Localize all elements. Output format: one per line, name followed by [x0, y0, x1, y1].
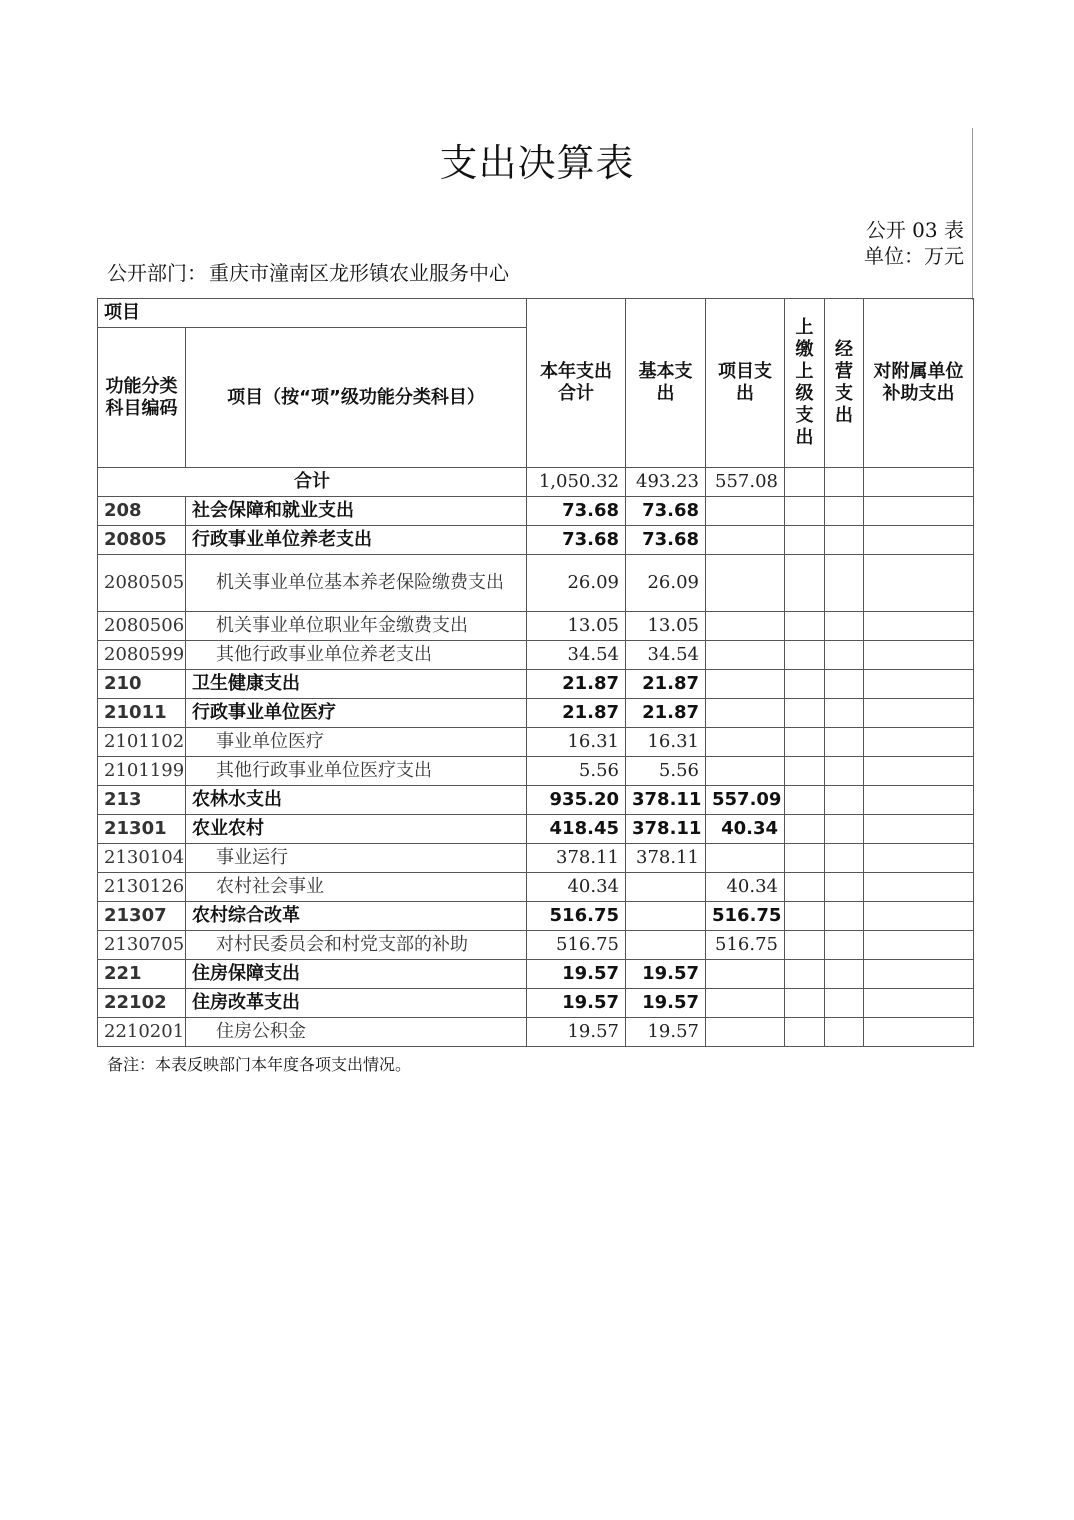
subsidy-cell — [864, 728, 974, 757]
header-upper: 上缴上级支出 — [785, 299, 825, 468]
item-cell — [706, 497, 785, 526]
item-cell — [706, 641, 785, 670]
business-cell — [825, 526, 864, 555]
business-cell — [825, 873, 864, 902]
upper-cell — [785, 526, 825, 555]
upper-cell — [785, 960, 825, 989]
header-subsidy: 对附属单位补助支出 — [864, 299, 974, 468]
name-cell: 行政事业单位养老支出 — [186, 526, 527, 555]
total-label: 合计 — [98, 468, 527, 497]
basic-cell — [626, 873, 706, 902]
code-cell: 20805 — [98, 526, 186, 555]
item-cell: 40.34 — [706, 815, 785, 844]
subsidy-cell — [864, 873, 974, 902]
table-row — [98, 670, 974, 699]
basic-cell: 13.05 — [626, 612, 706, 641]
item-cell — [706, 612, 785, 641]
business-cell — [825, 902, 864, 931]
item-cell — [706, 670, 785, 699]
code-cell: 21307 — [98, 902, 186, 931]
table-row — [98, 1018, 974, 1047]
upper-cell — [785, 786, 825, 815]
subsidy-cell — [864, 497, 974, 526]
business-cell — [825, 612, 864, 641]
table-row — [98, 757, 974, 786]
business-cell — [825, 931, 864, 960]
name-cell: 农村社会事业 — [186, 873, 527, 902]
code-cell: 2130104 — [98, 844, 186, 873]
upper-cell — [785, 757, 825, 786]
name-cell: 住房保障支出 — [186, 960, 527, 989]
name-cell: 行政事业单位医疗 — [186, 699, 527, 728]
basic-cell: 21.87 — [626, 670, 706, 699]
total-cell: 19.57 — [527, 960, 626, 989]
table-row — [98, 960, 974, 989]
header-business: 经营支出 — [825, 299, 864, 468]
basic-cell — [626, 902, 706, 931]
subsidy-cell — [864, 612, 974, 641]
code-cell: 2210201 — [98, 1018, 186, 1047]
upper-cell — [785, 641, 825, 670]
business-cell — [825, 670, 864, 699]
expenditure-table — [97, 298, 974, 1047]
item-cell — [706, 960, 785, 989]
total-item: 557.08 — [706, 468, 785, 497]
name-cell: 对村民委员会和村党支部的补助 — [186, 931, 527, 960]
table-row — [98, 728, 974, 757]
total-cell: 21.87 — [527, 699, 626, 728]
upper-cell — [785, 989, 825, 1018]
total-cell: 73.68 — [527, 526, 626, 555]
total-cell: 378.11 — [527, 844, 626, 873]
upper-cell — [785, 699, 825, 728]
total-cell: 13.05 — [527, 612, 626, 641]
subsidy-cell — [864, 526, 974, 555]
item-cell — [706, 989, 785, 1018]
code-cell: 2130705 — [98, 931, 186, 960]
code-cell: 210 — [98, 670, 186, 699]
subsidy-cell — [864, 786, 974, 815]
total-subsidy — [864, 468, 974, 497]
name-cell: 卫生健康支出 — [186, 670, 527, 699]
subsidy-cell — [864, 902, 974, 931]
name-cell: 机关事业单位职业年金缴费支出 — [186, 612, 527, 641]
name-cell: 社会保障和就业支出 — [186, 497, 527, 526]
basic-cell: 73.68 — [626, 526, 706, 555]
code-cell: 2080505 — [98, 555, 186, 612]
subsidy-cell — [864, 931, 974, 960]
business-cell — [825, 641, 864, 670]
basic-cell: 378.11 — [626, 815, 706, 844]
business-cell — [825, 786, 864, 815]
business-cell — [825, 960, 864, 989]
business-cell — [825, 1018, 864, 1047]
item-cell — [706, 526, 785, 555]
code-cell: 221 — [98, 960, 186, 989]
table-row — [98, 815, 974, 844]
name-cell: 住房改革支出 — [186, 989, 527, 1018]
name-cell: 农业农村 — [186, 815, 527, 844]
basic-cell: 16.31 — [626, 728, 706, 757]
table-row — [98, 902, 974, 931]
item-cell — [706, 728, 785, 757]
business-cell — [825, 699, 864, 728]
subsidy-cell — [864, 699, 974, 728]
code-cell: 2080506 — [98, 612, 186, 641]
business-cell — [825, 555, 864, 612]
table-row — [98, 526, 974, 555]
total-basic: 493.23 — [626, 468, 706, 497]
name-cell: 事业单位医疗 — [186, 728, 527, 757]
table-row — [98, 555, 974, 612]
upper-cell — [785, 612, 825, 641]
business-cell — [825, 757, 864, 786]
table-row — [98, 931, 974, 960]
subsidy-cell — [864, 815, 974, 844]
total-cell: 19.57 — [527, 1018, 626, 1047]
upper-cell — [785, 728, 825, 757]
code-cell: 2130126 — [98, 873, 186, 902]
total-cell: 5.56 — [527, 757, 626, 786]
total-row — [98, 468, 974, 497]
code-cell: 21011 — [98, 699, 186, 728]
total-cell: 516.75 — [527, 931, 626, 960]
table-row — [98, 873, 974, 902]
table-row — [98, 844, 974, 873]
upper-cell — [785, 497, 825, 526]
header-code: 功能分类科目编码 — [98, 328, 186, 468]
basic-cell: 19.57 — [626, 989, 706, 1018]
subsidy-cell — [864, 960, 974, 989]
upper-cell — [785, 815, 825, 844]
basic-cell: 19.57 — [626, 1018, 706, 1047]
business-cell — [825, 989, 864, 1018]
total-cell: 26.09 — [527, 555, 626, 612]
header-total: 本年支出合计 — [527, 299, 626, 468]
item-cell — [706, 699, 785, 728]
total-business — [825, 468, 864, 497]
item-cell — [706, 555, 785, 612]
basic-cell: 5.56 — [626, 757, 706, 786]
business-cell — [825, 844, 864, 873]
header-item: 项目支出 — [706, 299, 785, 468]
business-cell — [825, 728, 864, 757]
upper-cell — [785, 902, 825, 931]
upper-cell — [785, 1018, 825, 1047]
item-cell — [706, 844, 785, 873]
name-cell: 住房公积金 — [186, 1018, 527, 1047]
table-row — [98, 989, 974, 1018]
department-label: 公开部门： — [107, 261, 207, 285]
total-cell: 418.45 — [527, 815, 626, 844]
table-row — [98, 786, 974, 815]
subsidy-cell — [864, 670, 974, 699]
upper-cell — [785, 555, 825, 612]
item-cell — [706, 757, 785, 786]
table-row — [98, 699, 974, 728]
code-cell: 21301 — [98, 815, 186, 844]
item-cell: 40.34 — [706, 873, 785, 902]
department-line — [107, 257, 509, 286]
code-cell: 208 — [98, 497, 186, 526]
header-basic: 基本支出 — [626, 299, 706, 468]
total-cell: 16.31 — [527, 728, 626, 757]
basic-cell: 378.11 — [626, 844, 706, 873]
table-row — [98, 612, 974, 641]
department-value: 重庆市潼南区龙形镇农业服务中心 — [209, 261, 509, 285]
basic-cell: 378.11 — [626, 786, 706, 815]
business-cell — [825, 815, 864, 844]
total-cell: 19.57 — [527, 989, 626, 1018]
basic-cell: 73.68 — [626, 497, 706, 526]
subsidy-cell — [864, 641, 974, 670]
code-cell: 22102 — [98, 989, 186, 1018]
total-cell: 73.68 — [527, 497, 626, 526]
total-cell: 34.54 — [527, 641, 626, 670]
name-cell: 事业运行 — [186, 844, 527, 873]
basic-cell: 34.54 — [626, 641, 706, 670]
total-cell: 40.34 — [527, 873, 626, 902]
basic-cell: 21.87 — [626, 699, 706, 728]
upper-cell — [785, 670, 825, 699]
name-cell: 其他行政事业单位养老支出 — [186, 641, 527, 670]
item-cell: 516.75 — [706, 902, 785, 931]
code-cell: 2080599 — [98, 641, 186, 670]
code-cell: 2101102 — [98, 728, 186, 757]
code-cell: 2101199 — [98, 757, 186, 786]
subsidy-cell — [864, 989, 974, 1018]
business-cell — [825, 497, 864, 526]
item-cell — [706, 1018, 785, 1047]
page-title: 支出决算表 — [439, 141, 635, 185]
total-cell: 516.75 — [527, 902, 626, 931]
upper-cell — [785, 873, 825, 902]
name-cell: 农村综合改革 — [186, 902, 527, 931]
basic-cell: 19.57 — [626, 960, 706, 989]
name-cell: 其他行政事业单位医疗支出 — [186, 757, 527, 786]
name-cell: 机关事业单位基本养老保险缴费支出 — [186, 555, 527, 612]
total-upper — [785, 468, 825, 497]
code-cell: 213 — [98, 786, 186, 815]
header-name: 项目（按“项”级功能分类科目） — [186, 328, 527, 468]
table-row — [98, 641, 974, 670]
total-cell: 21.87 — [527, 670, 626, 699]
total-sum: 1,050.32 — [527, 468, 626, 497]
subsidy-cell — [864, 844, 974, 873]
basic-cell — [626, 931, 706, 960]
item-cell: 557.09 — [706, 786, 785, 815]
total-cell: 935.20 — [527, 786, 626, 815]
upper-cell — [785, 931, 825, 960]
name-cell: 农林水支出 — [186, 786, 527, 815]
upper-cell — [785, 844, 825, 873]
header-project: 项目 — [98, 299, 527, 328]
basic-cell: 26.09 — [626, 555, 706, 612]
table-number: 公开 03 表 — [865, 218, 964, 242]
subsidy-cell — [864, 1018, 974, 1047]
subsidy-cell — [864, 757, 974, 786]
subsidy-cell — [864, 555, 974, 612]
item-cell: 516.75 — [706, 931, 785, 960]
table-row — [98, 497, 974, 526]
footnote: 备注：本表反映部门本年度各项支出情况。 — [107, 1055, 412, 1074]
unit-label: 单位：万元 — [864, 244, 964, 268]
